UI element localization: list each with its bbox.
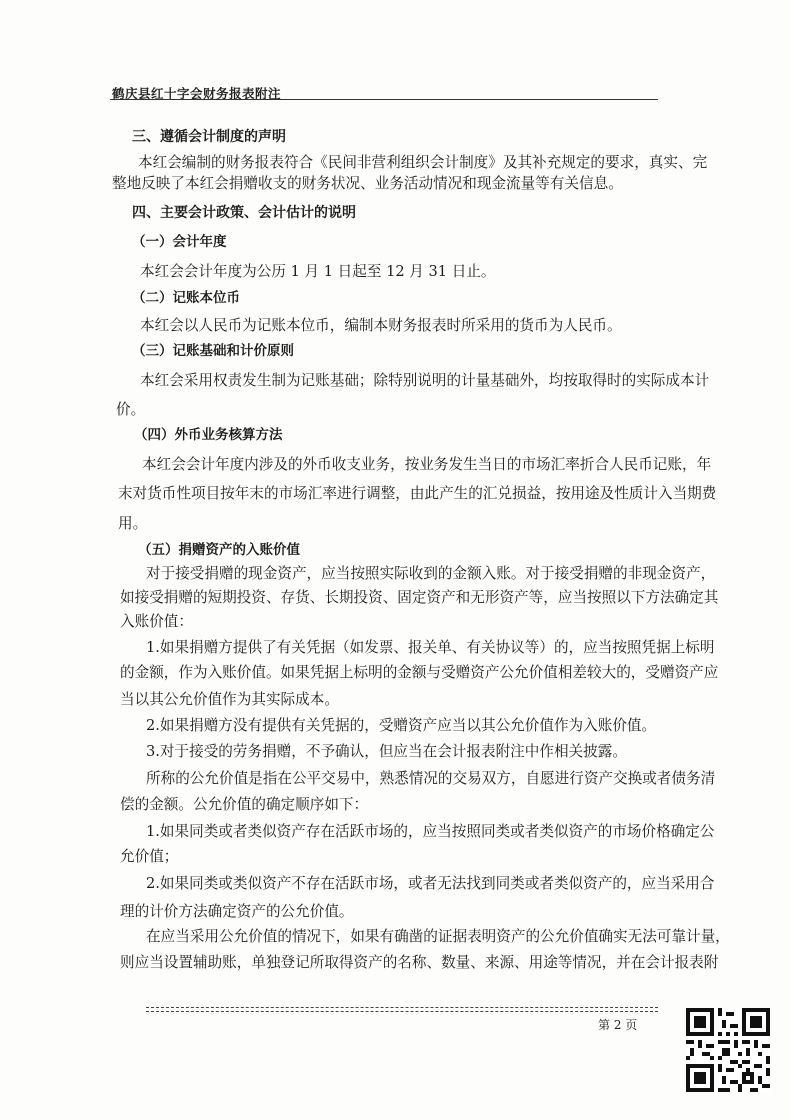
paragraph-line: 在应当采用公允价值的情况下，如果有确凿的证据表明资产的公允价值确实无法可靠计量， [146, 928, 730, 945]
paragraph-line: 理的计价方法确定资产的公允价值。 [120, 903, 354, 920]
paragraph-line: 则应当设置辅助账，单独登记所取得资产的名称、数量、来源、用途等情况，并在会计报表附 [120, 954, 719, 971]
paragraph-line: 1.如果同类或者类似资产存在活跃市场的，应当按照同类或者类似资产的市场价格确定公 [146, 823, 715, 840]
paragraph-line: 用。 [118, 515, 148, 532]
page-number: 第 2 页 [598, 1018, 638, 1032]
paragraph-line: 本红会以人民币为记账本位币，编制本财务报表时所采用的货币为人民币。 [140, 317, 622, 334]
paragraph-line: 偿的金额。公允价值的确定顺序如下： [120, 796, 369, 813]
paragraph-line: 2.如果捐赠方没有提供有关凭据的，受赠资产应当以其公允价值作为入账价值。 [146, 717, 657, 734]
paragraph-line: 1.如果捐赠方提供了有关凭据（如发票、报关单、有关协议等）的，应当按照凭据上标明 [146, 639, 715, 656]
subheading-4: （四）外币业务核算方法 [134, 427, 283, 443]
paragraph-line: 本红会采用权责发生制为记账基础；除特别说明的计量基础外，均按取得时的实际成本计 [140, 372, 710, 389]
paragraph-line: 入账价值： [120, 613, 193, 630]
paragraph-line: 的金额，作为入账价值。如果凭据上标明的金额与受赠资产公允价值相差较大的，受赠资产应 [120, 664, 719, 681]
paragraph-line: 3.对于接受的劳务捐赠，不予确认，但应当在会计报表附注中作相关披露。 [146, 743, 627, 760]
paragraph-line: 如接受捐赠的短期投资、存货、长期投资、固定资产和无形资产等，应当按照以下方法确定其 [120, 589, 719, 606]
subheading-3: （三）记账基础和计价原则 [132, 343, 294, 359]
header-divider [110, 99, 658, 100]
subheading-5: （五）捐赠资产的入账价值 [138, 542, 300, 558]
footer-divider-bottom [146, 1011, 658, 1012]
paragraph-line: 当以其公允价值作为其实际成本。 [120, 691, 339, 708]
paragraph-line: 本红会会计年度为公历 1 月 1 日起至 12 月 31 日止。 [140, 263, 496, 280]
paragraph-line: 允价值； [120, 848, 179, 865]
paragraph-line: 整地反映了本红会捐赠收支的财务状况、业务活动情况和现金流量等有关信息。 [112, 175, 623, 192]
subheading-2: （二）记账本位币 [132, 290, 240, 306]
paragraph-line: 本红会编制的财务报表符合《民间非营利组织会计制度》及其补充规定的要求，真实、完 [138, 154, 708, 171]
paragraph-line: 末对货币性项目按年末的市场汇率进行调整，由此产生的汇兑损益，按用途及性质计入当期费 [118, 485, 717, 502]
paragraph-line: 本红会会计年度内涉及的外币收支业务，按业务发生当日的市场汇率折合人民币记账，年 [142, 456, 712, 473]
paragraph-line: 所称的公允价值是指在公平交易中，熟悉情况的交易双方，自愿进行资产交换或者债务清 [146, 770, 716, 787]
subheading-1: （一）会计年度 [132, 234, 227, 250]
paragraph-line: 价。 [116, 401, 146, 418]
paragraph-line: 2.如果同类或类似资产不存在活跃市场，或者无法找到同类或者类似资产的，应当采用合 [146, 875, 715, 892]
paragraph-line: 对于接受捐赠的现金资产，应当按照实际收到的金额入账。对于接受捐赠的非现金资产， [146, 565, 716, 582]
section-heading-3: 三、遵循会计制度的声明 [132, 129, 286, 145]
qr-code-icon [686, 1008, 770, 1092]
header-title: 鹤庆县红十字会财务报表附注 [112, 86, 282, 101]
footer-divider-top [146, 1007, 658, 1008]
section-heading-4: 四、主要会计政策、会计估计的说明 [132, 205, 356, 221]
